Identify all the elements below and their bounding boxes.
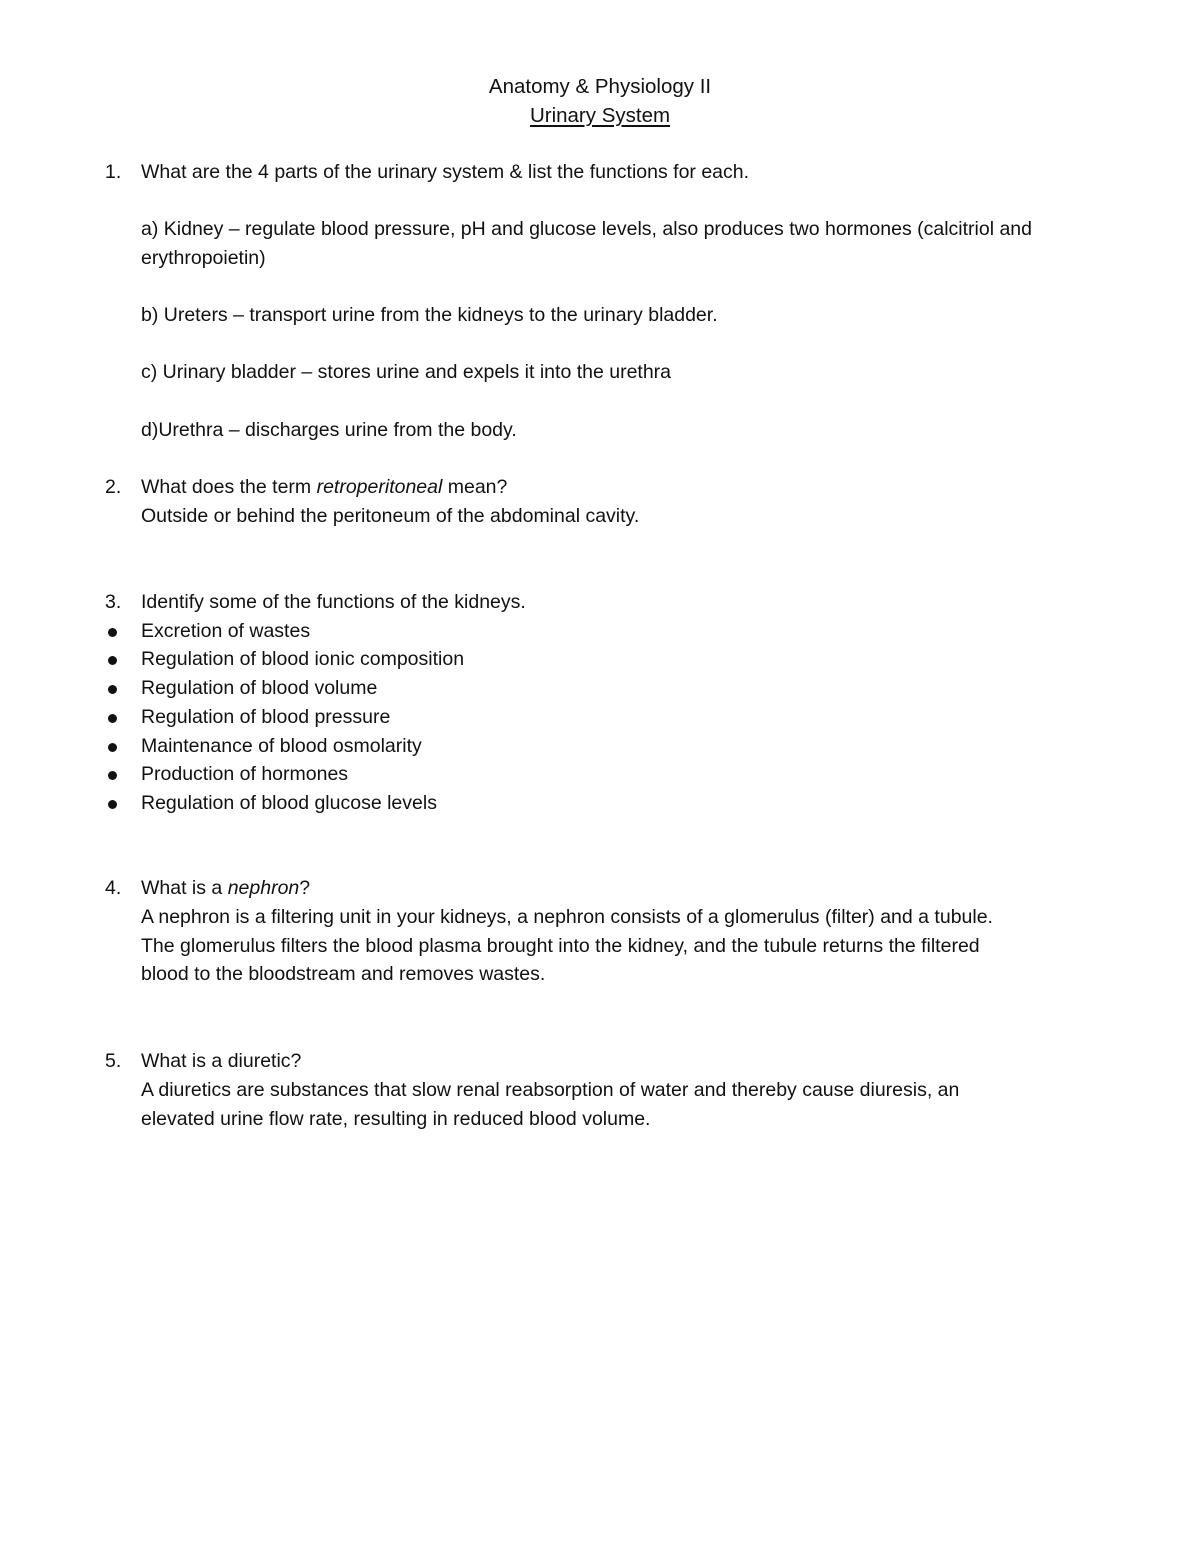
answer-text: Outside or behind the peritoneum of the abdominal cavity. <box>141 504 640 527</box>
question-number: 1. <box>105 161 122 183</box>
course-title: Anatomy & Physiology II <box>488 75 712 98</box>
question-number: 2. <box>105 476 122 498</box>
question-4 <box>105 874 1145 989</box>
answer-line: The glomerulus filters the blood plasma brought into the kidney, and the tubule returns the filtered <box>141 934 980 957</box>
answer-text: b) Ureters – transport urine from the kidneys to the urinary bladder. <box>141 304 718 326</box>
list-item: Excretion of wastes <box>105 617 1145 646</box>
question-text: Identify some of the functions of the kidneys. <box>141 591 526 613</box>
bullet-icon <box>108 656 117 665</box>
bullet-icon <box>108 771 117 780</box>
question-1 <box>105 158 1145 187</box>
question-3 <box>105 588 1145 818</box>
topic-title: Urinary System <box>529 104 671 127</box>
question-number: 3. <box>105 591 122 613</box>
bullet-icon <box>108 800 117 809</box>
answer-text: a) Kidney – regulate blood pressure, pH and glucose levels, also produces two hormones (calcitriol and erythropoietin) <box>141 218 1032 269</box>
list-item: Regulation of blood glucose levels <box>105 789 1145 818</box>
answer-text: d)Urethra – discharges urine from the body. <box>141 419 517 441</box>
bullet-icon <box>108 685 117 694</box>
list-item: Regulation of blood volume <box>105 674 1145 703</box>
question-text: What does the term retroperitoneal mean? <box>141 476 508 498</box>
answer-part-c <box>105 358 1145 387</box>
list-item: Maintenance of blood osmolarity <box>105 732 1145 761</box>
question-text: What is a nephron? <box>141 877 311 899</box>
answer-line: blood to the bloodstream and removes wastes. <box>141 963 546 986</box>
answer-part-a <box>105 215 1145 273</box>
answer-text: c) Urinary bladder – stores urine and expels it into the urethra <box>141 361 672 383</box>
answer-line: A diuretics are substances that slow renal reabsorption of water and thereby cause diuresis, an <box>141 1078 960 1101</box>
question-text: What are the 4 parts of the urinary system & list the functions for each. <box>141 161 750 183</box>
list-item: Production of hormones <box>105 760 1145 789</box>
bullet-icon <box>108 743 117 752</box>
bullet-icon <box>108 628 117 637</box>
answer-part-d <box>105 416 1145 445</box>
question-2 <box>105 473 1145 531</box>
term-retroperitoneal: retroperitoneal <box>316 476 443 498</box>
term-nephron: nephron <box>227 877 300 899</box>
question-number: 5. <box>105 1050 122 1072</box>
answer-line: A nephron is a filtering unit in your kidneys, a nephron consists of a glomerulus (filter) and a tubule. <box>141 905 993 928</box>
question-number: 4. <box>105 877 122 899</box>
list-item: Regulation of blood pressure <box>105 703 1145 732</box>
question-5 <box>105 1047 1145 1133</box>
answer-part-b <box>105 301 1145 330</box>
question-text: What is a diuretic? <box>141 1050 302 1072</box>
answer-line: elevated urine flow rate, resulting in reduced blood volume. <box>141 1107 651 1130</box>
list-item: Regulation of blood ionic composition <box>105 645 1145 674</box>
bullet-icon <box>108 714 117 723</box>
